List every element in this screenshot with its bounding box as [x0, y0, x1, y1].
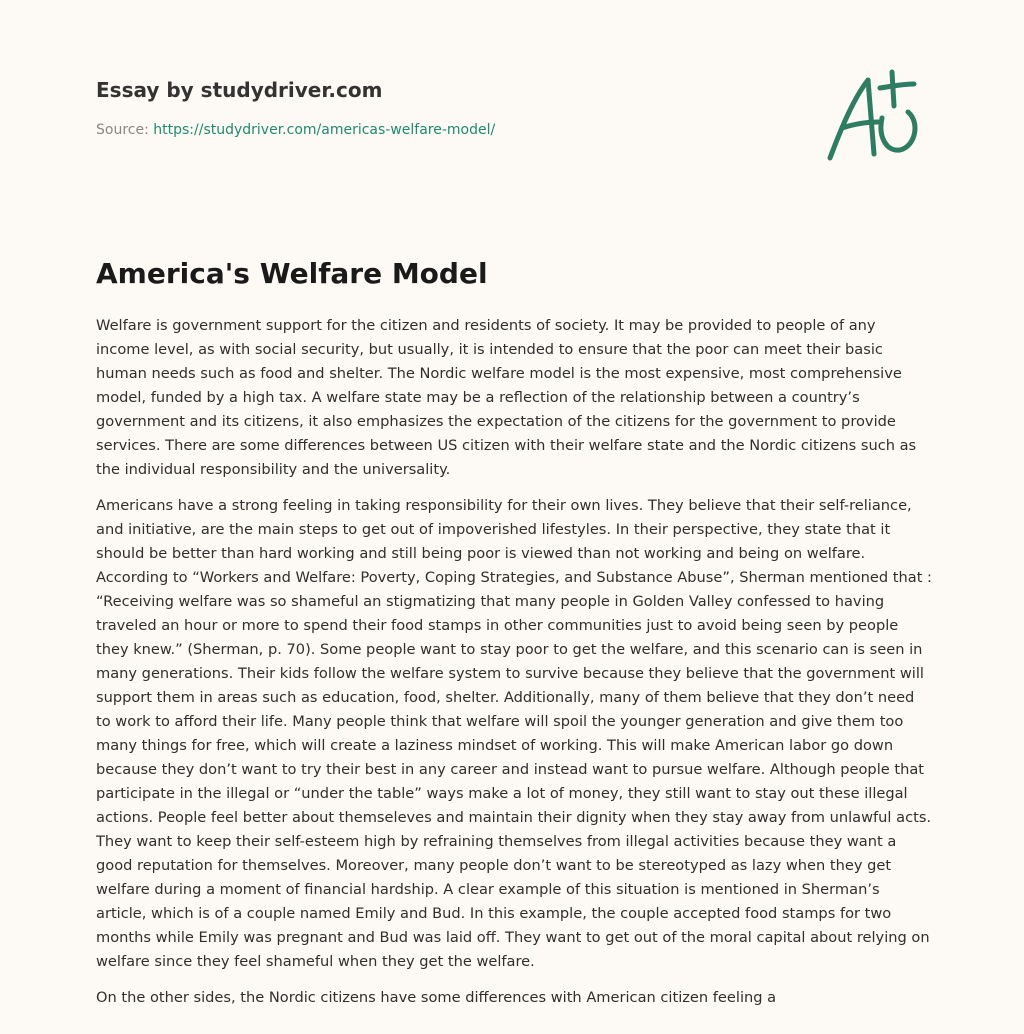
- source-line: [96, 120, 696, 140]
- source-link[interactable]: https://studydriver.com/americas-welfare-model/: [153, 122, 496, 138]
- essay-title: America's Welfare Model: [96, 257, 488, 290]
- source-label: Source:: [96, 122, 154, 138]
- essay-paragraph-3: On the other sides, the Nordic citizens have some differences with American citizen feeling a: [96, 989, 777, 1006]
- essay-paragraph-2: Americans have a strong feeling in taking responsibility for their own lives. They believe that their self-reliance, and initiative, are the main steps to get out of impoverished lifestyles. In their perspective, they state that it should be better than hard working and still being poor is viewed than not working and being on welfare. According to “Workers and Welfare: Poverty, Coping Strategies, and Substance Abuse”, Sherman mentioned that : “Receiving welfare was so shameful an stigmatizing that many people in Golden Valley confessed to having traveled an hour or more to spend their food stamps in other communities just to avoid being seen by people they knew.” (Sherman, p. 70). Some people want to stay poor to get the welfare, and this scenario can is seen in many generations. Their kids follow the welfare system to survive because they believe that the government will support them in areas such as education, food, shelter. Additionally, many of them believe that they don’t need to work to afford their life. Many people think that welfare will spoil the younger generation and give them too many things for free, which will create a laziness mindset of working. This will make American labor go down because they don’t want to try their best in any career and instead want to pursue welfare. Although people that participate in the illegal or “under the table” ways make a lot of money, they still want to stay out these illegal actions. People feel better about themseleves and maintain their dignity when they stay away from unlawful acts. They want to keep their self-esteem high by refraining themselves from illegal activities because they want a good reputation for themselves. Moreover, many people don’t want to be stereotyped as lazy when they get welfare during a moment of financial hardship. A clear example of this situation is mentioned in Sherman’s article, which is of a couple named Emily and Bud. In this example, the couple accepted food stamps for two months while Emily was pregnant and Bud was laid off. They want to get out of the moral capital about relying on welfare since they feel shameful when they get the welfare.: [96, 497, 932, 970]
- essay-paragraph-1: Welfare is government support for the citizen and residents of society. It may be provided to people of any income level, as with social security, but usually, it is intended to ensure that the poor can meet their basic human needs such as food and shelter. The Nordic welfare model is the most expensive, most comprehensive model, funded by a high tax. A welfare state may be a reflection of the relationship between a country’s government and its citizens, it also emphasizes the expectation of the citizens for the government to provide services. There are some differences between US citizen with their welfare state and the Nordic citizens such as the individual responsibility and the universality.: [96, 317, 917, 478]
- a-plus-logo-icon: [820, 66, 930, 166]
- page-header: [96, 76, 696, 140]
- essay-body: [96, 314, 932, 1022]
- site-title: Essay by studydriver.com: [96, 78, 383, 102]
